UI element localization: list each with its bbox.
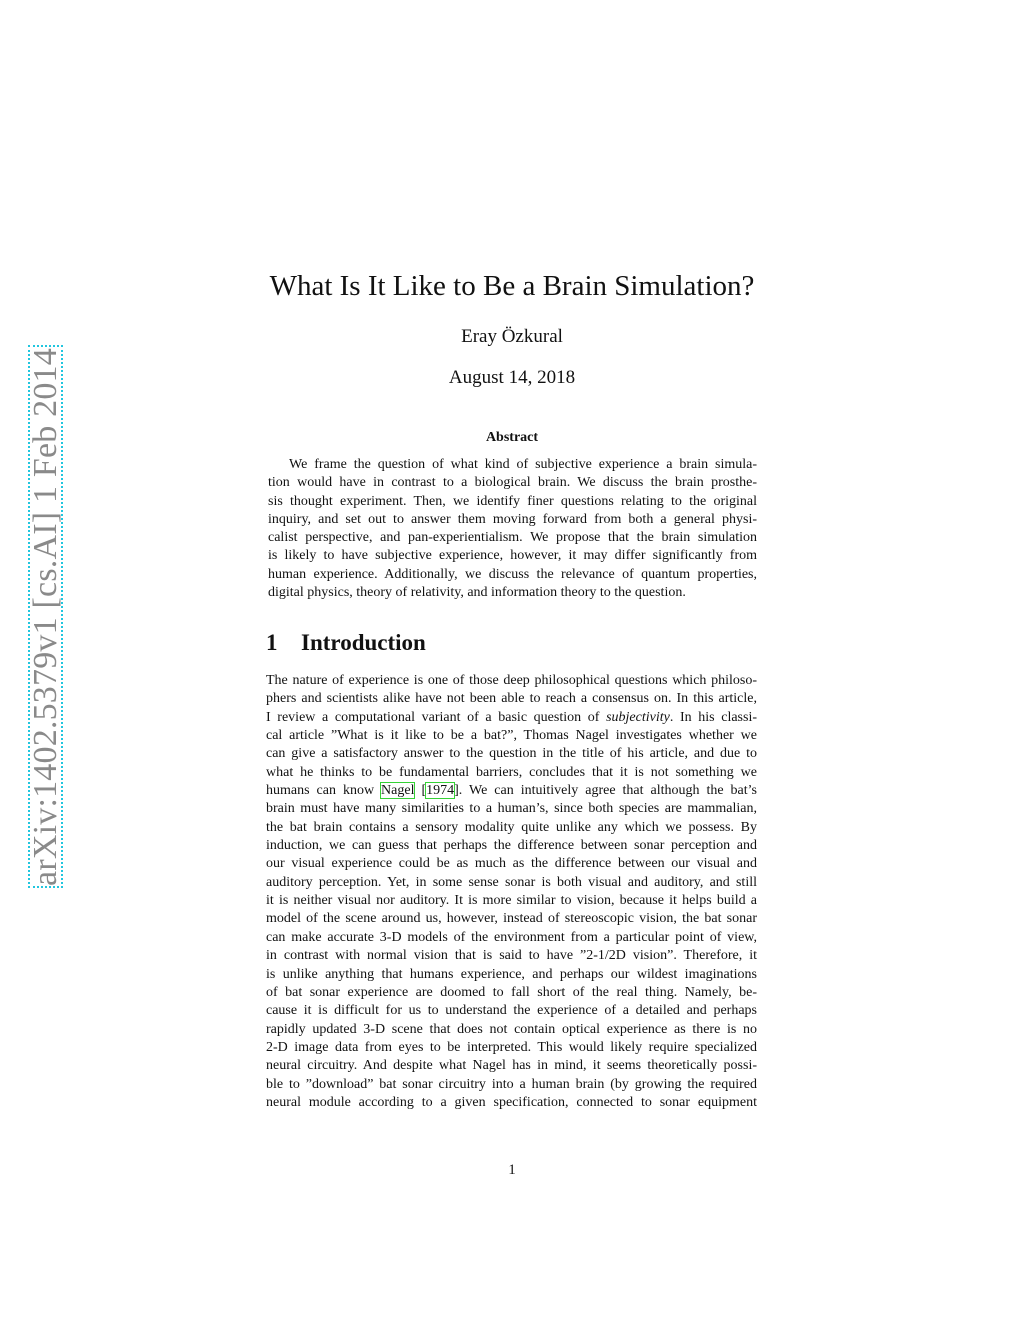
body-line: auditory perception. Yet, in some sense sonar is both visual and auditory, and still — [266, 874, 757, 890]
body-text: . In his classi- — [669, 709, 758, 725]
abstract-body — [268, 456, 757, 602]
body-line: is unlike anything that humans experience, and perhaps our wildest imaginations — [266, 966, 757, 982]
section-title: Introduction — [301, 630, 426, 655]
abstract-line: sis thought experiment. Then, we identify finer questions relating to the original — [268, 493, 757, 509]
body-line: brain must have many similarities to a human’s, since both species are mammalian, — [266, 801, 757, 817]
body-line: model of the scene around us, however, instead of stereoscopic vision, the bat sonar — [266, 911, 757, 927]
body-text: humans can know — [266, 783, 382, 799]
body-line: it is neither visual nor auditory. It is more similar to vision, because it helps build a — [266, 893, 757, 909]
body-line: our visual experience could be as much as the difference between our visual and — [266, 856, 757, 872]
abstract-line: We frame the question of what kind of subjective experience a brain simula- — [289, 457, 757, 472]
body-line: 2-D image data from eyes to be interpreted. This would likely require specialized — [266, 1039, 757, 1055]
emphasis-subjectivity: subjectivity — [606, 709, 670, 725]
paper-title: What Is It Like to Be a Brain Simulation? — [269, 270, 755, 302]
body-line: The nature of experience is one of those deep philosophical questions which philoso- — [266, 673, 757, 688]
body-line: induction, we can guess that perhaps the difference between sonar perception and — [266, 838, 757, 854]
body-line: cal article ”What is it like to be a bat?”, Thomas Nagel investigates whether we — [266, 728, 757, 744]
section-number: 1 — [266, 630, 278, 655]
body-text: I review a computational variant of a basic question of — [266, 709, 607, 725]
arxiv-stamp[interactable] — [28, 345, 63, 888]
page-number: 1 — [508, 1162, 516, 1178]
paper-author: Eray Özkural — [461, 326, 563, 347]
body-line: ble to ”download” bat sonar circuitry into a human brain (by growing the required — [266, 1076, 757, 1092]
abstract-line: is likely to have subjective experience, however, it may differ significantly from — [268, 548, 757, 564]
body-line: phers and scientists alike have not been able to reach a consensus on. In this article, — [266, 691, 757, 707]
body-line — [266, 782, 757, 800]
body-text: ]. We can intuitively agree that although the bat’s — [454, 783, 757, 799]
body-line: rapidly updated 3-D scene that does not contain optical experience as there is no — [266, 1021, 757, 1037]
citation-link-author[interactable]: Nagel — [381, 783, 415, 799]
section-heading — [266, 629, 426, 657]
body-text: [ — [414, 783, 427, 799]
body-line — [266, 709, 757, 727]
body-line: what he thinks to be fundamental barriers, concludes that it is not something we — [266, 764, 757, 780]
arxiv-identifier: arXiv:1402.5379v1 [cs.AI] 1 Feb 2014 — [26, 347, 64, 886]
paper-date: August 14, 2018 — [448, 367, 576, 388]
abstract-line: calist perspective, and pan-experientialism. We propose that the brain simulation — [268, 530, 757, 546]
body-line: neural circuitry. And despite what Nagel has in mind, it seems theoretically possi- — [266, 1058, 757, 1074]
abstract-line: human experience. Additionally, we discuss the relevance of quantum properties, — [268, 566, 757, 582]
body-line: cause it is difficult for us to understand the experience of a detailed and perhaps — [266, 1003, 757, 1019]
introduction-body — [266, 672, 757, 1112]
citation-link-year[interactable]: 1974 — [426, 783, 455, 799]
body-line: the bat brain contains a sensory modality quite unlike any which we possess. By — [266, 819, 757, 835]
abstract-line: digital physics, theory of relativity, and information theory to the question. — [268, 585, 686, 601]
body-line: can give a satisfactory answer to the question in the title of his article, and due to — [266, 746, 757, 762]
body-line: of bat sonar experience are doomed to fall short of the real thing. Namely, be- — [266, 984, 757, 1000]
abstract-heading: Abstract — [485, 430, 539, 445]
body-line: can make accurate 3-D models of the environment from a particular point of view, — [266, 929, 757, 945]
abstract-line: tion would have in contrast to a biological brain. We discuss the brain prosthe- — [268, 475, 757, 491]
abstract-line: inquiry, and set out to answer them moving forward from both a general physi- — [268, 511, 757, 527]
body-line: in contrast with normal vision that is said to have ”2-1/2D vision”. Therefore, it — [266, 948, 757, 964]
body-line: neural module according to a given specification, connected to sonar equipment — [266, 1094, 757, 1110]
